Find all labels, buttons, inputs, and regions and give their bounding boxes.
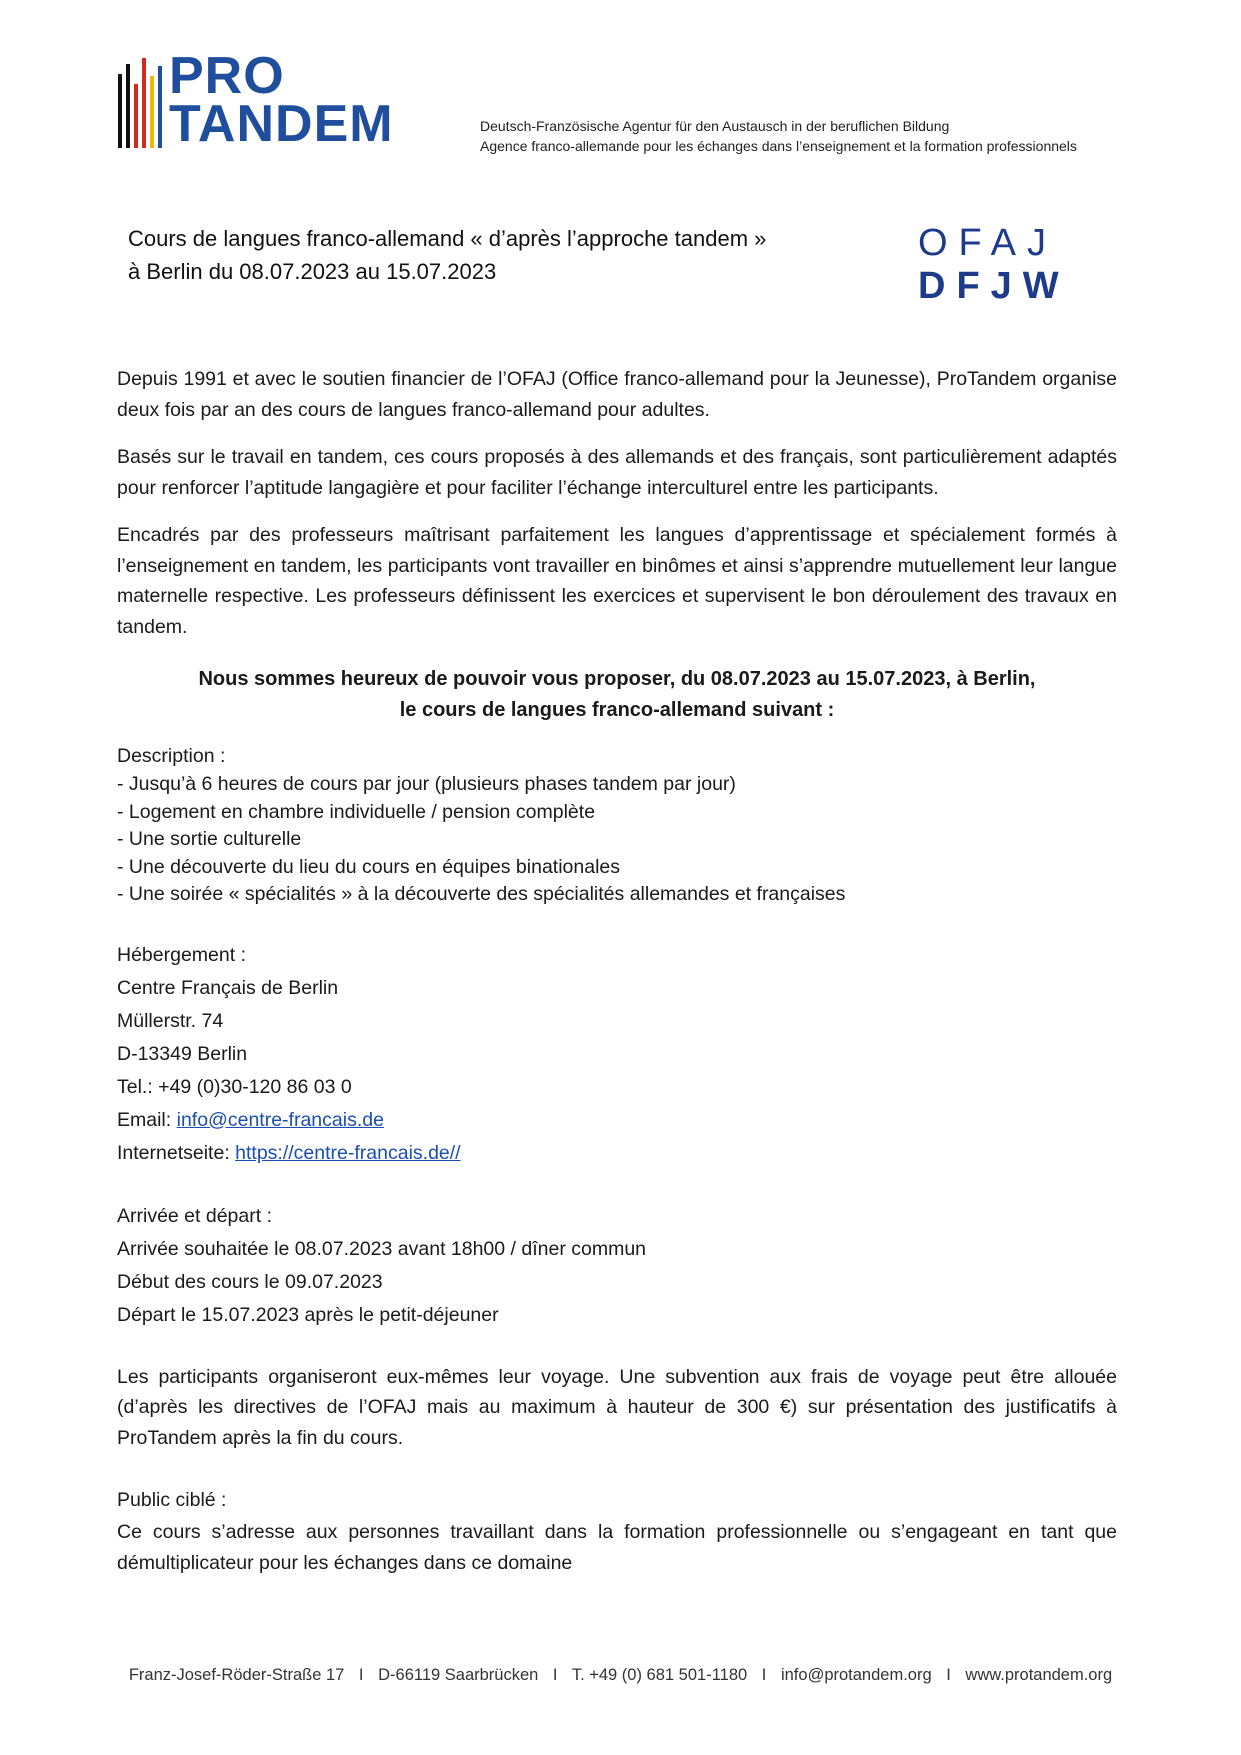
accommodation-city: D-13349 Berlin (117, 1042, 248, 1065)
intro-paragraph-2: Basés sur le travail en tandem, ces cours proposés à des allemands et des français, sont particulièrement adaptés pour renforcer l’aptitude langagière et pour faciliter l’échange interculturel entre les participants. (117, 446, 1117, 499)
footer-web[interactable]: www.protandem.org (965, 1666, 1113, 1684)
accommodation-title: Hébergement : (117, 943, 246, 966)
description-list (117, 771, 1117, 909)
intro-paragraph-3: Encadrés par des professeurs maîtrisant parfaitement les langues d’apprentissage et spécialement formés à l’enseignement en tandem, les participants vont travailler en binômes et ainsi s’apprendre mutuellement leur langue maternelle respective. Les professeurs définissent les exercices et supervisent le bon déroulement des travaux en tandem. (117, 524, 1117, 638)
ofaj-logo (918, 222, 1070, 312)
accommodation-tel: Tel.: +49 (0)30-120 86 03 0 (117, 1075, 352, 1098)
footer-separator: I (358, 1666, 364, 1684)
accommodation-web-row (117, 1137, 1117, 1170)
arrival-title: Arrivée et départ : (117, 1204, 272, 1227)
footer (0, 1666, 1241, 1685)
accommodation-email-row (117, 1104, 1117, 1137)
footer-phone: T. +49 (0) 681 501-1180 (571, 1666, 748, 1684)
protandem-logo (117, 47, 437, 156)
email-link[interactable]: info@centre-francais.de (176, 1108, 384, 1131)
agency-line-de: Deutsch-Französische Agentur für den Austausch in der beruflichen Bildung (480, 118, 950, 134)
main-content (117, 364, 1117, 1578)
ofaj-logo-line-1: OFAJ (918, 222, 1058, 264)
email-label: Email: (117, 1108, 177, 1131)
logo-wordmark (169, 47, 394, 153)
list-item: - Une soirée « spécialités » à la découverte des spécialités allemandes et françaises (117, 883, 846, 905)
footer-email[interactable]: info@protandem.org (780, 1666, 932, 1684)
footer-separator: I (761, 1666, 767, 1684)
footer-separator: I (946, 1666, 951, 1684)
footer-city: D-66119 Saarbrücken (378, 1666, 539, 1684)
logo-bars-icon (117, 56, 165, 156)
course-title (128, 222, 766, 288)
arrival-line: Début des cours le 09.07.2023 (117, 1270, 383, 1293)
logo-line-2: TANDEM (169, 95, 394, 153)
web-link[interactable]: https://centre-francais.de// (235, 1141, 461, 1164)
travel-paragraph: Les participants organiseront eux-mêmes leur voyage. Une subvention aux frais de voyage peut être allouée (d’après les directives de l’OFAJ mais au maximum à hauteur de 300 €) sur présentation des justificatifs à ProTandem après la fin du cours. (117, 1365, 1117, 1449)
list-item: - Logement en chambre individuelle / pension complète (117, 800, 596, 823)
audience-section (117, 1484, 1117, 1517)
footer-separator: I (552, 1666, 558, 1684)
offer-line-2: le cours de langues franco-allemand suivant : (399, 698, 835, 721)
arrival-line: Départ le 15.07.2023 après le petit-déjeuner (117, 1303, 499, 1326)
offer-line-1: Nous sommes heureux de pouvoir vous proposer, du 08.07.2023 au 15.07.2023, à Berlin, (198, 668, 1036, 690)
logo-line-1: PRO (169, 47, 285, 105)
intro-paragraph-1: Depuis 1991 et avec le soutien financier de l’OFAJ (Office franco-allemand pour la Jeunesse), ProTandem organise deux fois par an des cours de langues franco-allemand pour adultes. (117, 368, 1117, 421)
course-title-line-1: Cours de langues franco-allemand « d’après l’approche tandem » (128, 226, 767, 251)
web-label: Internetseite: (117, 1141, 236, 1164)
list-item: - Une découverte du lieu du cours en équipes binationales (117, 855, 621, 878)
ofaj-logo-line-2: DFJW (918, 265, 1070, 307)
list-item: - Jusqu’à 6 heures de cours par jour (plusieurs phases tandem par jour) (117, 773, 736, 795)
agency-description (480, 116, 1077, 156)
footer-address: Franz-Josef-Röder-Straße 17 (128, 1666, 345, 1684)
accommodation-name: Centre Français de Berlin (117, 976, 339, 999)
arrival-line: Arrivée souhaitée le 08.07.2023 avant 18h00 / dîner commun (117, 1237, 647, 1260)
arrival-section (117, 1200, 1117, 1332)
offer-announcement (117, 664, 1117, 725)
course-title-line-2: à Berlin du 08.07.2023 au 15.07.2023 (128, 259, 497, 284)
agency-line-fr: Agence franco-allemande pour les échanges dans l’enseignement et la formation professionnels (480, 138, 1077, 154)
accommodation-section (117, 939, 1117, 1170)
audience-title: Public ciblé : (117, 1489, 227, 1511)
accommodation-street: Müllerstr. 74 (117, 1009, 224, 1032)
description-title: Description : (117, 745, 226, 767)
audience-text: Ce cours s’adresse aux personnes travaillant dans la formation professionnelle ou s’engageant en tant que démultiplicateur pour les échanges dans ce domaine (117, 1521, 1117, 1574)
list-item: - Une sortie culturelle (117, 828, 302, 850)
